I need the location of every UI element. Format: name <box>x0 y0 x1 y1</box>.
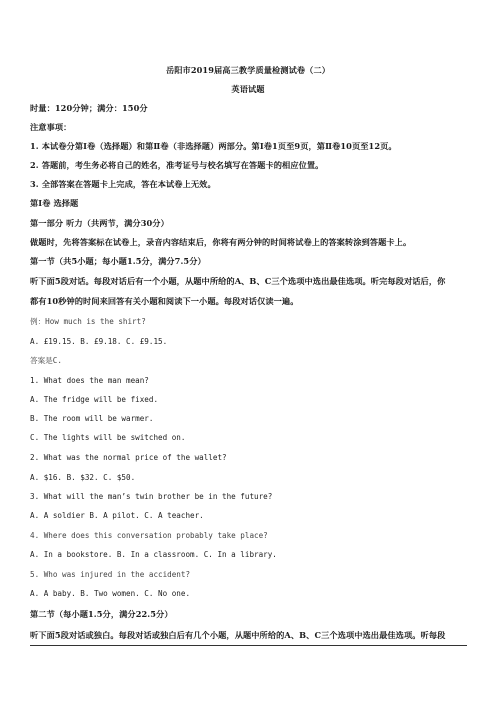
option-line: A. $16. B. $32. C. $50. <box>30 473 136 482</box>
section-instructions: 听下面5段对话。每段对话后有一个小题，从题中所给的A、B、C三个选项中选出最佳选项。听完每段对话后，你 <box>30 276 446 286</box>
exam-title: 岳阳市2019届高三教学质量检测试卷（二） <box>165 65 331 75</box>
question-line: 3. What will the man’s twin brother be in the future? <box>30 492 273 501</box>
example-answer: 答案是C. <box>30 356 62 365</box>
exam-time-score: 时量：120分钟；满分：150分 <box>30 103 148 113</box>
section-instructions: 听下面5段对话或独白。每段对话或独白后有几个小题，从题中所给的A、B、C三个选项中选出最佳选项。听每段 <box>30 630 446 640</box>
example-options: A. £19.15. B. £9.18. C. £9.15. <box>30 337 168 346</box>
option-line: A. A baby. B. Two women. C. No one. <box>30 589 191 598</box>
example-question: 例：How much is the shirt? <box>30 317 146 326</box>
option-line: B. The room will be warmer. <box>30 414 154 423</box>
note-item: 2. 答题前，考生务必将自己的姓名，准考证号与校名填写在答题卡的相应位置。 <box>30 160 324 170</box>
section-heading: 第一节（共5小题；每小题1.5分，满分7.5分） <box>30 256 206 266</box>
option-line: A. A soldier B. A pilot. C. A teacher. <box>30 511 204 520</box>
question-line: 4. Where does this conversation probably take place? <box>30 531 268 540</box>
page-bottom-rule <box>30 645 467 646</box>
option-line: A. The fridge will be fixed. <box>30 395 159 404</box>
section-instructions: 都有10秒钟的时间来回答有关小题和阅读下一小题。每段对话仅读一遍。 <box>30 296 299 306</box>
note-item: 1. 本试卷分第Ⅰ卷（选择题）和第Ⅱ卷（非选择题）两部分。第Ⅰ卷1页至9页，第Ⅱ卷10页至12页。 <box>30 141 397 151</box>
notes-heading: 注意事项： <box>30 122 72 132</box>
part-instructions: 做题时，先将答案标在试卷上，录音内容结束后，你将有两分钟的时间将试卷上的答案转涂到答题卡上。 <box>30 237 412 247</box>
question-line: 5. Who was injured in the accident? <box>30 570 191 579</box>
section-heading: 第二节（每小题1.5分，满分22.5分） <box>30 609 173 619</box>
exam-subtitle: 英语试题 <box>231 84 265 94</box>
part-heading: 第一部分 听力（共两节，满分30分） <box>30 218 169 228</box>
question-line: 1. What does the man mean? <box>30 376 149 385</box>
question-line: 2. What was the normal price of the wallet? <box>30 453 227 462</box>
volume-heading: 第Ⅰ卷 选择题 <box>30 198 79 208</box>
note-item: 3. 全部答案在答题卡上完成，答在本试卷上无效。 <box>30 179 216 189</box>
option-line: A. In a bookstore. B. In a classroom. C. In a library. <box>30 550 277 559</box>
option-line: C. The lights will be switched on. <box>30 433 186 442</box>
